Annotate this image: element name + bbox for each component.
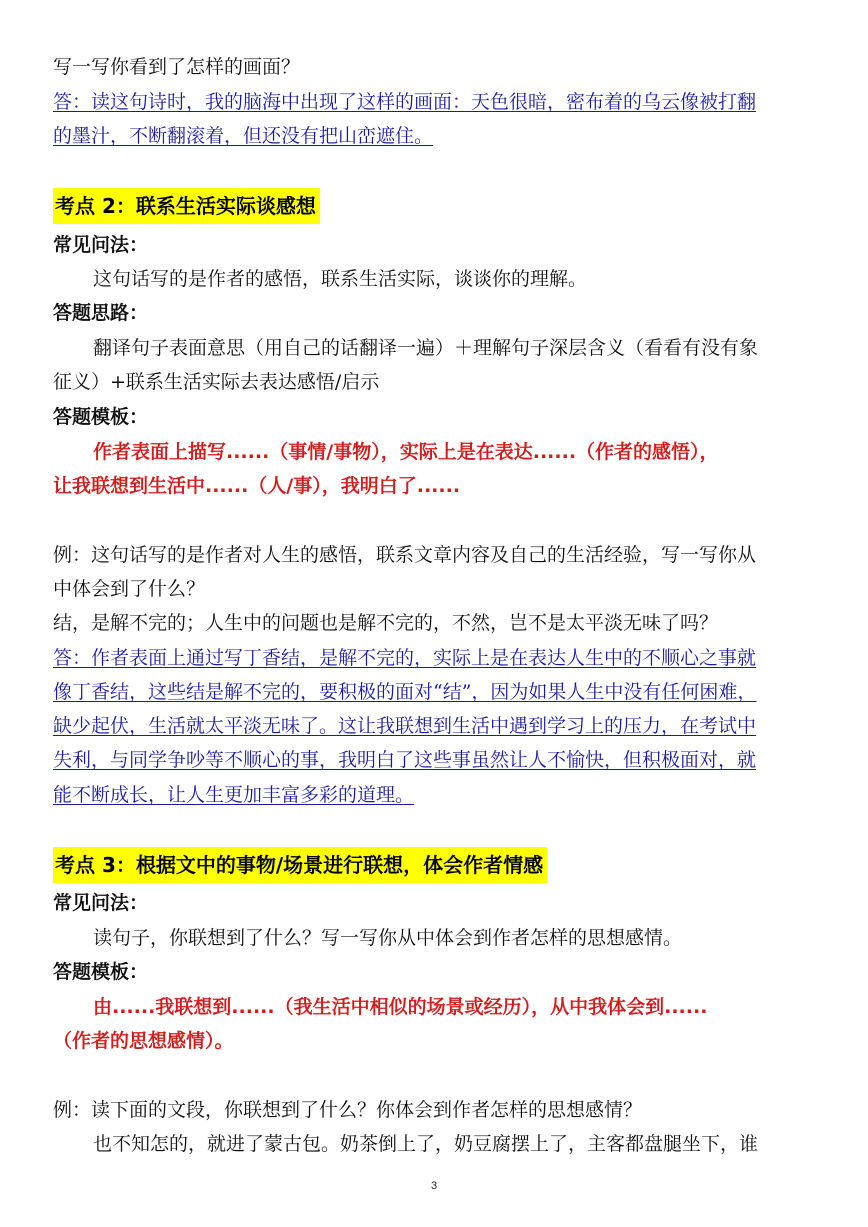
answer-text: 的墨汁，不断翻滚着，但还没有把山峦遮住。 — [53, 125, 434, 147]
section-heading-3: 考点 3：根据文中的事物/场景进行联想，体会作者情感 — [53, 847, 547, 883]
example-text: 例：读下面的文段，你联想到了什么？你体会到作者怎样的思想感情？ — [53, 1099, 643, 1121]
answer-text: 答：作者表面上通过写丁香结，是解不完的，实际上是在表达人生中的不顺心之事就 — [53, 647, 757, 669]
answer-text: 答：读这句诗时，我的脑海中出现了这样的画面：天色很暗，密布着的乌云像被打翻 — [53, 91, 757, 113]
label-common-questions: 常见问法： — [53, 892, 149, 914]
answer-text: 像丁香结，这些结是解不完的，要积极的面对“结”，因为如果人生中没有任何困难， — [53, 681, 757, 703]
answer-text: 能不断成长，让人生更加丰富多彩的道理。 — [53, 784, 415, 806]
answer-text: 缺少起伏，生活就太平淡无味了。这让我联想到生活中遇到学习上的压力，在考试中 — [53, 715, 757, 737]
answer-text: 失利，与同学争吵等不顺心的事，我明白了这些事虽然让人不愉快，但积极面对，就 — [53, 749, 757, 771]
label-answer-template: 答题模板： — [53, 961, 149, 983]
template-text: （作者的思想感情）。 — [53, 1030, 234, 1052]
section-heading-2: 考点 2：联系生活实际谈感想 — [53, 188, 320, 224]
approach-text: 征义）+联系生活实际去表达感悟/启示 — [53, 371, 380, 393]
label-answer-approach: 答题思路： — [53, 302, 149, 324]
template-text: 由......我联想到......（我生活中相似的场景或经历），从中我体会到...... — [93, 996, 708, 1018]
example-passage: 也不知怎的，就进了蒙古包。奶茶倒上了，奶豆腐摆上了，主客都盘腿坐下，谁 — [93, 1133, 759, 1155]
example-text: 例：这句话写的是作者对人生的感悟，联系文章内容及自己的生活经验，写一写你从 — [53, 544, 757, 566]
example-text: 结，是解不完的；人生中的问题也是解不完的，不然，岂不是太平淡无味了吗？ — [53, 612, 719, 634]
template-text: 作者表面上描写......（事情/事物），实际上是在表达......（作者的感悟）， — [93, 441, 719, 463]
page-number: 3 — [430, 1180, 438, 1192]
question-text: 读句子，你联想到了什么？写一写你从中体会到作者怎样的思想感情。 — [93, 927, 683, 949]
label-common-questions: 常见问法： — [53, 234, 149, 256]
template-text: 让我联想到生活中......（人/事），我明白了...... — [53, 475, 461, 497]
example-text: 中体会到了什么？ — [53, 578, 206, 600]
question-text: 写一写你看到了怎样的画面？ — [53, 56, 301, 78]
label-answer-template: 答题模板： — [53, 406, 149, 428]
approach-text: 翻译句子表面意思（用自己的话翻译一遍）＋理解句子深层含义（看看有没有象 — [93, 337, 759, 359]
question-text: 这句话写的是作者的感悟，联系生活实际，谈谈你的理解。 — [93, 268, 588, 290]
